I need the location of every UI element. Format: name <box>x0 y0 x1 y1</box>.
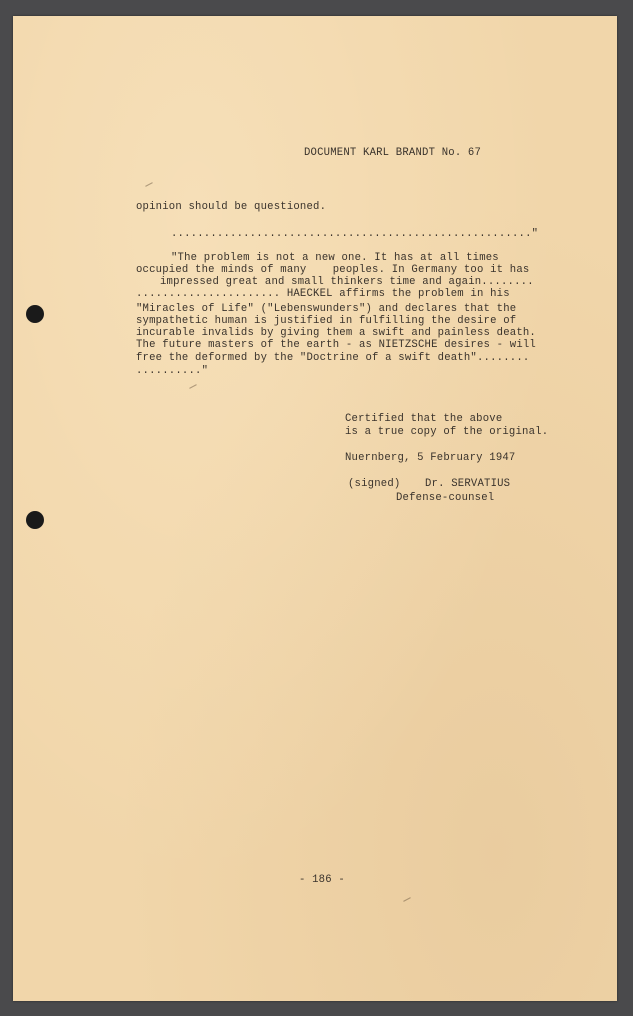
paper-speck <box>145 182 153 187</box>
quote-line-7: incurable invalids by giving them a swift and painless death. <box>136 327 536 339</box>
quote-line-3: impressed great and small thinkers time and again........ <box>160 276 534 288</box>
certified-line-1: Certified that the above <box>345 413 503 425</box>
document-page <box>13 16 617 1001</box>
signed-label: (signed) <box>348 478 401 490</box>
quote-line-5: "Miracles of Life" ("Lebenswunders") and declares that the <box>136 303 517 315</box>
certified-line-2: is a true copy of the original. <box>345 426 549 438</box>
paper-speck <box>403 897 411 902</box>
signer-role: Defense-counsel <box>396 492 495 504</box>
quote-line-1: "The problem is not a new one. It has at all times <box>171 252 499 264</box>
document-reference: DOCUMENT KARL BRANDT No. 67 <box>304 147 482 159</box>
lead-line: opinion should be questioned. <box>136 201 327 213</box>
quote-line-6: sympathetic human is justified in fulfilling the desire of <box>136 315 517 327</box>
quote-line-9: free the deformed by the "Doctrine of a swift death"........ <box>136 352 530 364</box>
punch-hole-bottom <box>26 511 44 529</box>
quote-line-4: ...................... HAECKEL affirms the problem in his <box>136 288 510 300</box>
ellipsis-line: ......................................................." <box>171 228 539 240</box>
paper-speck <box>189 384 197 389</box>
place-date: Nuernberg, 5 February 1947 <box>345 452 516 464</box>
quote-line-10: .........." <box>136 365 209 377</box>
page-number: - 186 - <box>299 874 345 886</box>
punch-hole-top <box>26 305 44 323</box>
quote-line-2: occupied the minds of many peoples. In Germany too it has <box>136 264 530 276</box>
quote-line-8: The future masters of the earth - as NIETZSCHE desires - will <box>136 339 536 351</box>
signer-name: Dr. SERVATIUS <box>425 478 511 490</box>
